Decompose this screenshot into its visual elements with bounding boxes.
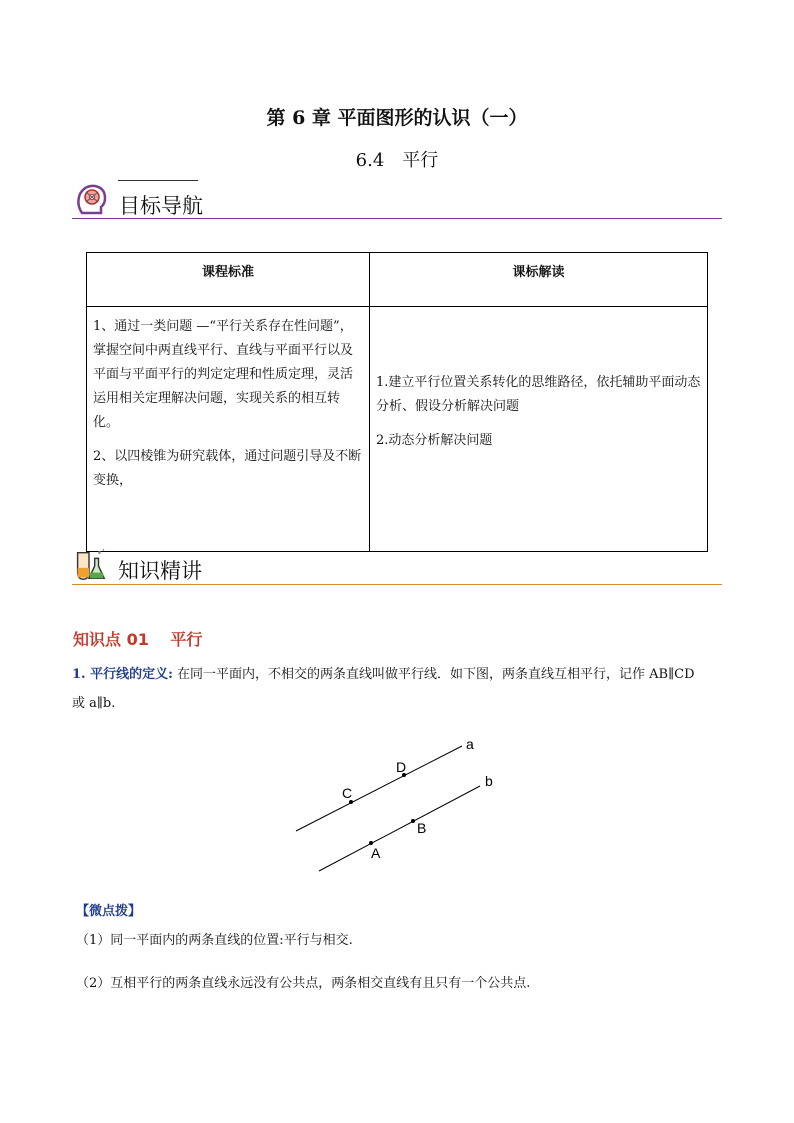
lab-flask-icon: [70, 546, 108, 584]
chapter-title: 第 6 章 平面图形的认识（一）: [266, 107, 528, 129]
point-d-label: D: [396, 759, 407, 775]
point-c-label: C: [342, 785, 353, 801]
section-title: 6.4 平行: [355, 150, 439, 171]
section-divider: [72, 218, 722, 219]
definition-text: 在同一平面内，不相交的两条直线叫做平行线．如下图，两条直线互相平行，记作 AB∥CD: [172, 667, 695, 682]
standards-cell: [87, 307, 370, 552]
point-a-label: A: [371, 845, 381, 861]
knowledge-point-title: 知识点 01 平行: [73, 630, 203, 649]
table-header-standard: 课程标准: [87, 253, 370, 307]
definition-paragraph: [72, 661, 727, 689]
section-heading-knowledge: 知识精讲: [118, 559, 202, 583]
section-top-rule: [118, 180, 198, 181]
line-b-label: b: [485, 773, 493, 789]
course-standards-table: [86, 252, 708, 552]
parallel-lines-figure: [280, 730, 520, 880]
tips-title: 【微点拨】: [76, 904, 142, 919]
definition-label: 1. 平行线的定义:: [72, 667, 173, 682]
interpretation-cell: [370, 307, 708, 552]
definition-text-continued: 或 a∥b.: [72, 696, 116, 711]
standard-item: 1、通过一类问题 —“平行关系存在性问题”，掌握空间中两直线平行、直线与平面平行以及平面与平面平行的判定定理和性质定理，灵活运用相关定理解决问题，实现关系的相互转化。: [93, 319, 354, 430]
tip-item: （1）同一平面内的两条直线的位置:平行与相交.: [76, 933, 353, 948]
section-heading-goals: 目标导航: [119, 194, 203, 218]
section-divider: [72, 584, 722, 585]
line-a-label: a: [466, 736, 474, 752]
tip-item: （2）互相平行的两条直线永远没有公共点，两条相交直线有且只有一个公共点.: [76, 976, 531, 991]
standard-item: 2、以四棱锥为研究载体，通过问题引导及不断变换，: [93, 449, 362, 488]
brain-gear-icon: [72, 180, 110, 218]
interpretation-item: 2.动态分析解决问题: [376, 433, 493, 448]
point-b-label: B: [417, 820, 427, 836]
table-header-interpretation: 课标解读: [370, 253, 708, 307]
interpretation-item: 1.建立平行位置关系转化的思维路径，依托辅助平面动态分析、假设分析解决问题: [376, 375, 701, 414]
